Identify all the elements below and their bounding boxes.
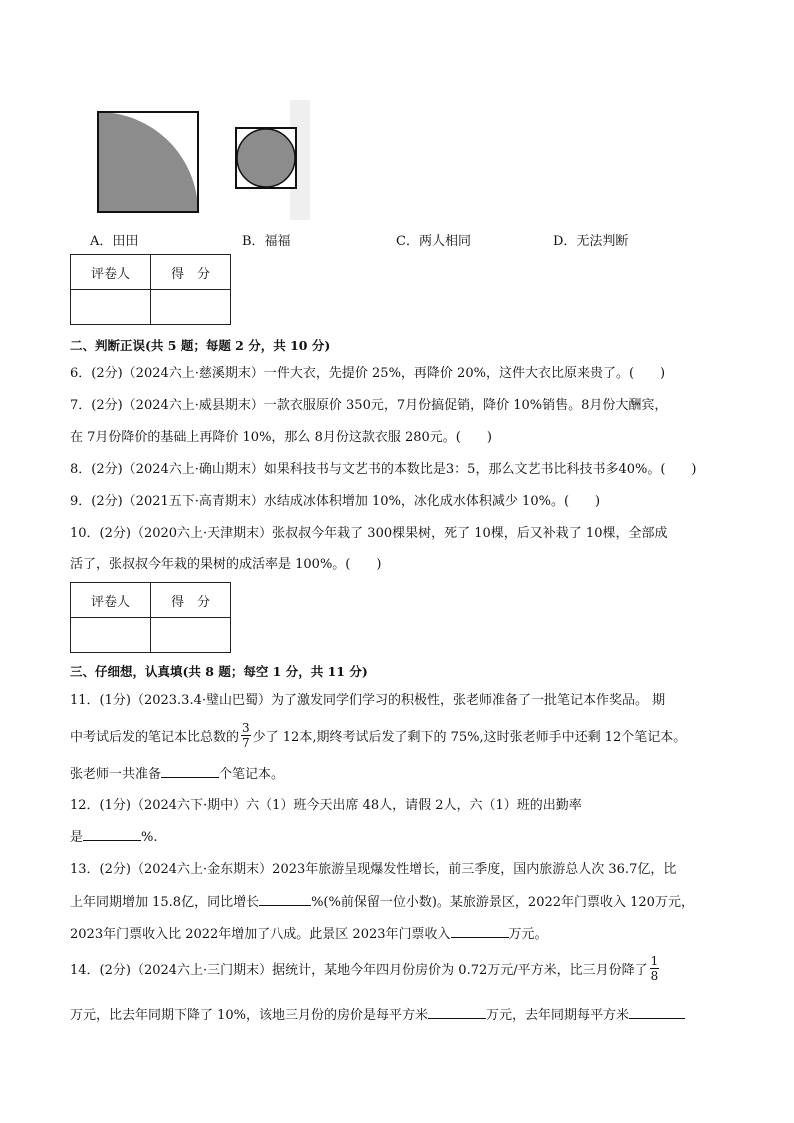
- answer-blank[interactable]: [629, 1004, 685, 1019]
- question-11-line-2: 中考试后发的笔记本比总数的 $\frac{3}{7}$ 少了 12本,期终考试后发了剩下的 75%,这时张老师手中还剩 12个笔记本。: [70, 721, 687, 750]
- comparison-figure: [90, 100, 310, 220]
- inscribed-circle-figure: [236, 128, 296, 188]
- question-13-line-3: 2023年门票收入比 2022年增加了八成。此景区 2023年门票收入 万元。: [70, 919, 730, 951]
- question-11-line-3: 张老师一共准备 个笔记本。: [70, 759, 730, 791]
- section-3-title: 三、仔细想，认真填(共 8 题；每空 1 分，共 11 分): [70, 664, 368, 679]
- question-14-line-2: 万元，比去年同期下降了 10%，该地三月份的房价是每平方米 万元，去年同期每平方米: [70, 1000, 730, 1032]
- question-8: 8．(2分)（2024六上·确山期末）如果科技书与文艺书的本数比是3：5，那么文艺书比科技书多40%。( ): [70, 462, 697, 477]
- score-table-2: [70, 582, 231, 653]
- answer-blank[interactable]: [259, 891, 311, 906]
- figure-area: [90, 100, 310, 220]
- fraction-1-8: $\frac{1}{8}$: [650, 954, 659, 983]
- question-9: 9．(2分)（2021五下·高青期末）水结成冰体积增加 10%，冰化成水体积减少 10%。( ): [70, 494, 601, 509]
- grader-cell: [71, 618, 151, 653]
- score-cell: [151, 290, 231, 325]
- answer-blank[interactable]: [83, 826, 141, 841]
- score-header: 得 分: [151, 583, 231, 618]
- section-2-title: 二、判断正误(共 5 题；每题 2 分，共 10 分): [70, 338, 331, 353]
- answer-options: [90, 230, 710, 250]
- question-7-line-2: 在 7月份降价的基础上再降价 10%，那么 8月份这款衣服 280元。( ): [70, 430, 492, 445]
- score-header: 得 分: [151, 255, 231, 290]
- score-cell: [151, 618, 231, 653]
- question-6: 6．(2分)（2024六上·慈溪期末）一件大衣，先提价 25%，再降价 20%，这件大衣比原来贵了。( ): [70, 366, 666, 381]
- answer-blank[interactable]: [451, 923, 509, 938]
- score-table-1: [70, 254, 231, 325]
- question-12-line-1: 12．(1分)（2024六下·期中）六（1）班今天出席 48人，请假 2人，六（1）班的出勤率: [70, 798, 582, 813]
- question-7-line-1: 7．(2分)（2024六上·威县期末）一款衣服原价 350元，7月份搞促销，降价 10%销售。8月份大酬宾，: [70, 398, 668, 413]
- answer-blank[interactable]: [428, 1004, 486, 1019]
- option-a[interactable]: A．田田: [90, 234, 139, 249]
- question-10-line-1: 10．(2分)（2020六上·天津期末）张叔叔今年栽了 300棵果树，死了 10棵，后又补栽了 10棵，全部成: [70, 526, 668, 541]
- fraction-3-7: $\frac{3}{7}$: [242, 721, 250, 750]
- question-13-line-2: 上年同期增加 15.8亿，同比增长 %(%前保留一位小数)。某旅游景区，2022年门票收入 120万元，: [70, 887, 730, 919]
- question-14-line-1: 14．(2分)（2024六上·三门期末）据统计，某地今年四月份房价为 0.72万元/平方米，比三月份降了 $\frac{1}{8}$: [70, 954, 659, 983]
- option-d[interactable]: D．无法判断: [553, 234, 629, 249]
- option-c[interactable]: C．两人相同: [396, 234, 471, 249]
- grader-header: 评卷人: [71, 583, 151, 618]
- grader-header: 评卷人: [71, 255, 151, 290]
- question-10-line-2: 活了，张叔叔今年栽的果树的成活率是 100%。( ): [70, 557, 382, 572]
- question-11-line-1: 11．(1分)（2023.3.4·璧山巴蜀）为了激发同学们学习的积极性，张老师准备了一批笔记本作奖品。 期: [70, 693, 666, 708]
- option-b[interactable]: B．福福: [242, 234, 291, 249]
- question-13-line-1: 13．(2分)（2024六上·金东期末）2023年旅游呈现爆发性增长，前三季度，国内旅游总人次 36.7亿，比: [70, 862, 677, 877]
- grader-cell: [71, 290, 151, 325]
- quarter-circle-figure: [98, 112, 198, 212]
- answer-blank[interactable]: [161, 763, 219, 778]
- question-12-line-2: 是 %.: [70, 822, 730, 854]
